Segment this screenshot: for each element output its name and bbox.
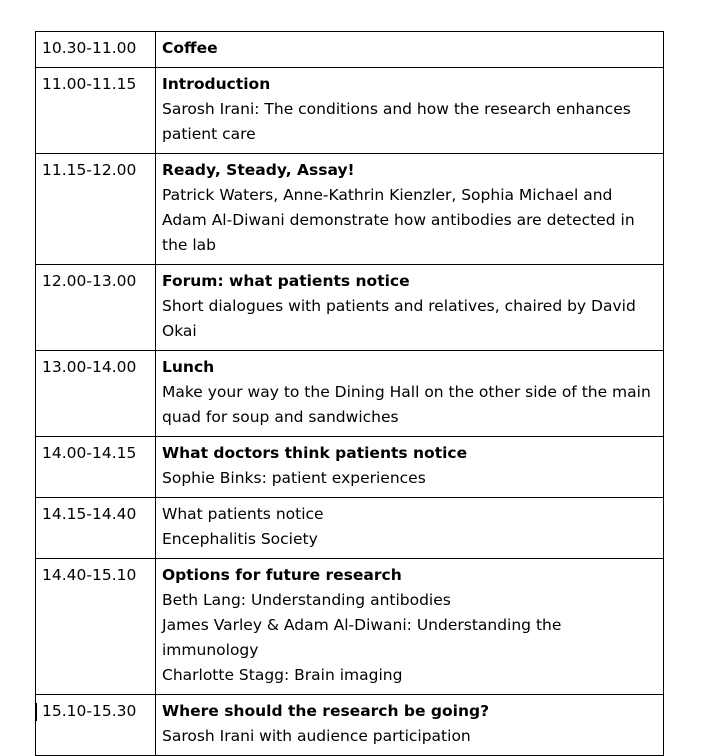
description-cell — [156, 351, 664, 437]
schedule-row — [36, 351, 664, 437]
description-cell — [156, 498, 664, 559]
schedule-table — [35, 31, 664, 756]
text-cursor[interactable] — [36, 703, 37, 721]
session-detail: What patients notice — [162, 505, 324, 523]
time-cell: 13.00-14.00 — [36, 351, 156, 437]
schedule-row — [36, 265, 664, 351]
time-cell: 10.30-11.00 — [36, 32, 156, 68]
session-title: Introduction — [162, 75, 271, 93]
time-cell: 14.15-14.40 — [36, 498, 156, 559]
schedule-row — [36, 498, 664, 559]
session-title: Lunch — [162, 358, 215, 376]
session-detail: Short dialogues with patients and relatives, chaired by David Okai — [162, 297, 636, 340]
session-detail: Sophie Binks: patient experiences — [162, 469, 426, 487]
description-cell — [156, 559, 664, 695]
description-cell — [156, 32, 664, 68]
schedule-row — [36, 32, 664, 68]
time-cell: 11.00-11.15 — [36, 68, 156, 154]
schedule-row — [36, 437, 664, 498]
time-cell: 14.00-14.15 — [36, 437, 156, 498]
session-detail: Encephalitis Society — [162, 530, 318, 548]
session-detail: Make your way to the Dining Hall on the other side of the main quad for soup and sandwiches — [162, 383, 651, 426]
session-title: What doctors think patients notice — [162, 444, 468, 462]
session-title: Where should the research be going? — [162, 702, 490, 720]
description-cell — [156, 695, 664, 756]
session-detail: Charlotte Stagg: Brain imaging — [162, 666, 403, 684]
session-detail: Beth Lang: Understanding antibodies — [162, 591, 451, 609]
session-title: Forum: what patients notice — [162, 272, 410, 290]
session-detail: Sarosh Irani with audience participation — [162, 727, 471, 745]
session-detail: Patrick Waters, Anne-Kathrin Kienzler, Sophia Michael and Adam Al-Diwani demonstrate how antibodies are detected in the lab — [162, 186, 635, 254]
schedule-row — [36, 154, 664, 265]
schedule-body — [36, 32, 664, 756]
description-cell — [156, 437, 664, 498]
session-title: Coffee — [162, 39, 218, 57]
schedule-row — [36, 559, 664, 695]
time-cell: 11.15-12.00 — [36, 154, 156, 265]
time-cell: 15.10-15.30 — [36, 695, 156, 756]
time-cell: 14.40-15.10 — [36, 559, 156, 695]
schedule-row — [36, 695, 664, 756]
session-title: Options for future research — [162, 566, 402, 584]
session-detail: James Varley & Adam Al-Diwani: Understanding the immunology — [162, 616, 562, 659]
description-cell — [156, 265, 664, 351]
session-title: Ready, Steady, Assay! — [162, 161, 355, 179]
description-cell — [156, 68, 664, 154]
session-detail: Sarosh Irani: The conditions and how the research enhances patient care — [162, 100, 631, 143]
description-cell — [156, 154, 664, 265]
time-cell: 12.00-13.00 — [36, 265, 156, 351]
schedule-row — [36, 68, 664, 154]
